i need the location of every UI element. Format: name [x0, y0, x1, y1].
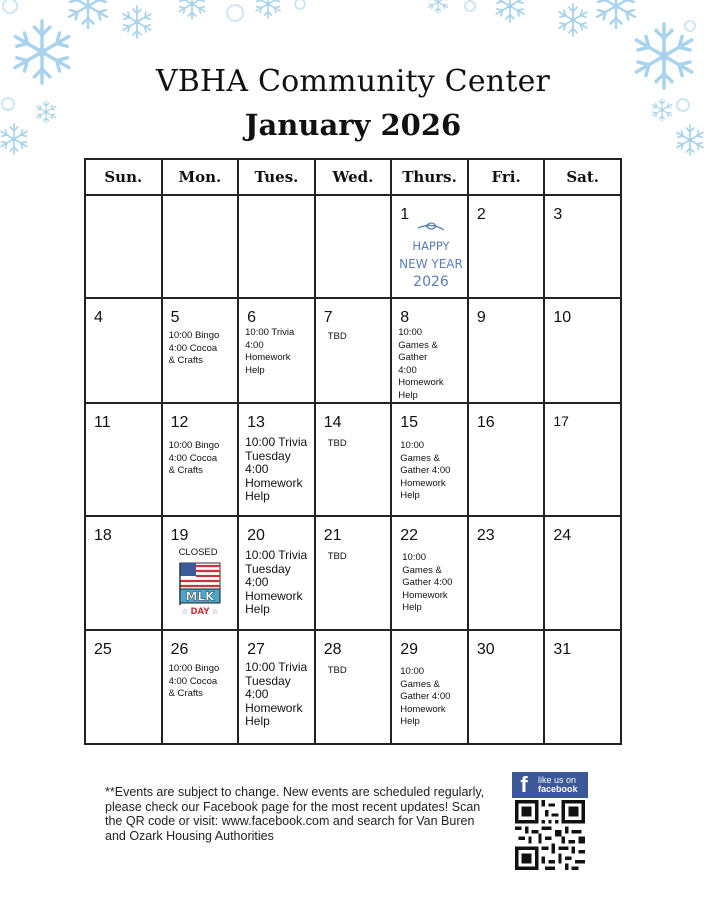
- day-cell: [238, 298, 315, 403]
- day-cell: [85, 516, 162, 630]
- day-cell: [315, 298, 392, 403]
- day-number: 1: [400, 206, 410, 223]
- day-number: 12: [170, 414, 189, 431]
- day-number: 25: [94, 641, 112, 658]
- weekday-header: Tues.: [238, 159, 315, 195]
- facebook-badge-line2: facebook: [538, 784, 578, 794]
- calendar-week-row: [85, 298, 621, 403]
- weekday-header: Sat.: [544, 159, 621, 195]
- day-cell: [238, 403, 315, 516]
- day-cell: [391, 630, 468, 744]
- page-subtitle: January 2026: [244, 108, 462, 142]
- day-number: 3: [553, 206, 563, 223]
- day-number: 31: [553, 641, 572, 658]
- happy-new-year-image: [396, 220, 466, 296]
- day-cell: [162, 516, 239, 630]
- day-cell: [238, 516, 315, 630]
- facebook-f-icon: f: [520, 772, 528, 797]
- day-number: 19: [170, 527, 189, 544]
- day-cell: [315, 403, 392, 516]
- event-text: TBD: [327, 551, 347, 562]
- day-number: 29: [400, 641, 419, 658]
- event-text: 10:00 Bingo 4:00 Cocoa & Crafts: [168, 330, 220, 366]
- day-number: 4: [94, 309, 103, 326]
- day-number: 13: [247, 414, 265, 431]
- weekday-header: Thurs.: [391, 159, 468, 195]
- day-cell: [162, 298, 239, 403]
- day-number: 21: [323, 527, 342, 544]
- footer-note: **Events are subject to change. New events are scheduled regularly, please check our Facebook page for the most recent updates! Scan the QR code or visit: www.facebook.com and search for Van Buren and Ozark Housing Authorities: [105, 785, 485, 843]
- calendar-grid: [84, 158, 622, 745]
- svg-text:NEW YEAR: NEW YEAR: [399, 257, 464, 271]
- day-cell: [315, 516, 392, 630]
- day-cell: [85, 403, 162, 516]
- day-cell: [391, 195, 468, 298]
- day-cell: [162, 403, 239, 516]
- event-text: TBD: [327, 331, 347, 342]
- day-cell: [544, 403, 621, 516]
- event-text: TBD: [327, 665, 347, 676]
- day-number: 2: [476, 206, 486, 223]
- day-number: 14: [323, 414, 342, 431]
- qr-code-icon[interactable]: [515, 800, 585, 870]
- day-cell: [544, 630, 621, 744]
- day-number: 8: [400, 309, 410, 326]
- svg-text:2026: 2026: [413, 274, 450, 290]
- calendar-week-row: [85, 630, 621, 744]
- facebook-like-badge[interactable]: [512, 772, 588, 798]
- mlk-day-flag-image: [177, 561, 225, 627]
- calendar-week-row: [85, 403, 621, 516]
- day-cell: [85, 630, 162, 744]
- day-number: 15: [400, 414, 419, 431]
- svg-text:HAPPY: HAPPY: [412, 239, 450, 253]
- day-cell: [468, 195, 545, 298]
- day-cell: [85, 298, 162, 403]
- day-number: 28: [323, 641, 342, 658]
- day-cell: [468, 298, 545, 403]
- event-text: 10:00 Games & Gather 4:00 Homework Help: [400, 666, 451, 727]
- day-cell: [238, 195, 315, 298]
- svg-text:☆: ☆: [211, 608, 218, 616]
- day-number: 23: [476, 527, 495, 544]
- day-cell: [162, 195, 239, 298]
- day-cell: [468, 630, 545, 744]
- day-cell: [315, 195, 392, 298]
- day-cell: [391, 298, 468, 403]
- svg-text:☆: ☆: [181, 608, 188, 616]
- day-number: 9: [476, 309, 486, 326]
- facebook-badge-line1: like us on: [538, 775, 577, 785]
- event-text: 10:00 Bingo 4:00 Cocoa & Crafts: [168, 663, 220, 699]
- day-cell: [238, 630, 315, 744]
- event-text: 10:00 Bingo 4:00 Cocoa & Crafts: [168, 440, 220, 476]
- event-text: 10:00 Trivia Tuesday 4:00 Homework Help: [245, 548, 308, 616]
- day-number: 22: [400, 527, 419, 544]
- svg-text:DAY: DAY: [190, 607, 210, 617]
- day-cell: [162, 630, 239, 744]
- day-number: 26: [170, 641, 189, 658]
- weekday-header: Sun.: [85, 159, 162, 195]
- event-text: 10:00 Trivia 4:00 Homework Help: [245, 327, 295, 376]
- day-cell: [544, 298, 621, 403]
- day-number: 17: [553, 413, 569, 429]
- day-cell: [391, 403, 468, 516]
- event-text: 10:00 Games & Gather 4:00 Homework Help: [402, 552, 453, 613]
- day-number: 7: [323, 309, 333, 326]
- day-cell: [391, 516, 468, 630]
- event-text: TBD: [327, 438, 347, 449]
- weekday-header-row: [85, 159, 621, 195]
- day-cell: [315, 630, 392, 744]
- weekday-header: Mon.: [162, 159, 239, 195]
- day-number: 11: [94, 414, 111, 431]
- closed-label: CLOSED: [178, 547, 218, 558]
- weekday-header: Fri.: [468, 159, 545, 195]
- day-number: 24: [553, 527, 572, 544]
- day-number: 30: [476, 641, 495, 658]
- day-cell: [85, 195, 162, 298]
- day-cell: [468, 403, 545, 516]
- day-cell: [544, 195, 621, 298]
- day-number: 10: [553, 309, 572, 326]
- svg-text:MLK: MLK: [185, 589, 215, 604]
- day-number: 27: [247, 641, 265, 658]
- day-number: 16: [476, 414, 495, 431]
- day-number: 5: [170, 309, 180, 326]
- weekday-header: Wed.: [315, 159, 392, 195]
- event-text: 10:00 Games & Gather 4:00 Homework Help: [398, 327, 444, 401]
- calendar-week-row: [85, 195, 621, 298]
- day-number: 20: [247, 527, 265, 544]
- event-text: 10:00 Trivia Tuesday 4:00 Homework Help: [245, 660, 308, 728]
- calendar-week-row: [85, 516, 621, 630]
- event-text: 10:00 Trivia Tuesday 4:00 Homework Help: [245, 435, 308, 503]
- day-cell: [468, 516, 545, 630]
- event-text: 10:00 Games & Gather 4:00 Homework Help: [400, 440, 451, 501]
- day-number: 6: [247, 309, 257, 326]
- day-number: 18: [94, 527, 112, 544]
- day-cell: [544, 516, 621, 630]
- page-title: VBHA Community Center: [155, 64, 551, 99]
